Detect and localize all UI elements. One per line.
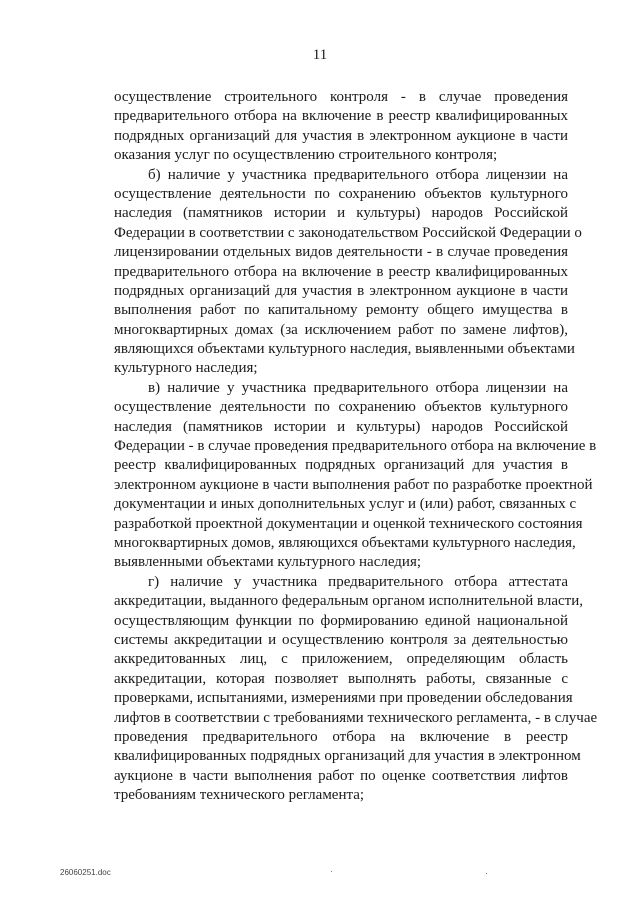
paragraph [114, 166, 582, 379]
text-line: осуществляющим функции по формированию единой национальной [114, 612, 568, 629]
text-line: осуществление деятельности по сохранению объектов культурного [114, 185, 568, 202]
text-line: лифтов в соответствии с требованиями технического регламента, - в случае [114, 709, 598, 726]
text-line: Федерации в соответствии с законодательством Российской Федерации о [114, 224, 582, 241]
text-line: оказания услуг по осуществлению строительного контроля; [114, 147, 498, 164]
text-line: г) наличие у участника предварительного отбора аттестата [148, 573, 568, 590]
text-line: требованиям технического регламента; [114, 787, 365, 804]
text-line: многоквартирных домах (за исключением работ по замене лифтов), [114, 321, 568, 338]
scan-speck [331, 871, 332, 872]
text-line: аукционе в части выполнения работ по оценке соответствия лифтов [114, 767, 568, 784]
text-line: выполнения работ по капитальному ремонту общего имущества в [114, 302, 568, 319]
text-line: квалифицированных подрядных организаций для участия в электронном [114, 748, 581, 765]
text-line: аккредитованных лиц, с приложением, определяющим область [114, 651, 568, 668]
text-line: аккредитации, которая позволяет выполнять работы, связанные с [114, 670, 568, 687]
paragraph [114, 88, 568, 166]
text-line: проведения предварительного отбора на включение в реестр [114, 728, 568, 745]
text-line: осуществление строительного контроля - в случае проведения [114, 89, 568, 105]
text-line: проверками, испытаниями, измерениями при проведении обследования [114, 690, 573, 707]
text-line: выявленными объектами культурного наследия; [114, 554, 422, 571]
text-line: наследия (памятников истории и культуры) народов Российской [114, 418, 568, 435]
scan-speck [486, 873, 487, 874]
text-line: реестр квалифицированных подрядных организаций для участия в [114, 457, 568, 474]
text-line: разработкой проектной документации и оценкой технического состояния [114, 515, 583, 532]
text-line: в) наличие у участника предварительного отбора лицензии на [148, 379, 568, 396]
paragraph [114, 573, 598, 806]
text-line: системы аккредитации и осуществлению контроля за деятельностью [114, 631, 568, 648]
text-line: документации и иных дополнительных услуг и (или) работ, связанных с [114, 496, 577, 513]
text-line: многоквартирных домов, являющихся объектами культурного наследия, [114, 534, 576, 551]
text-line: подрядных организаций для участия в электронном аукционе в части [114, 127, 568, 144]
text-line: являющихся объектами культурного наследия, выявленными объектами [114, 341, 575, 358]
page-number: 11 [312, 47, 328, 63]
text-line: электронном аукционе в части выполнения работ по разработке проектной [114, 476, 593, 493]
text-line: предварительного отбора на включение в реестр квалифицированных [114, 108, 568, 125]
text-line: Федерации - в случае проведения предварительного отбора на включение в [114, 438, 597, 455]
paragraph [114, 379, 597, 573]
text-line: осуществление деятельности по сохранению объектов культурного [114, 399, 568, 416]
text-line: наследия (памятников истории и культуры) народов Российской [114, 205, 568, 222]
text-line: подрядных организаций для участия в электронном аукционе в части [114, 282, 568, 299]
text-line: лицензировании отдельных видов деятельности - в случае проведения [114, 244, 568, 261]
footer-file-code: 26060251.doc [60, 868, 111, 877]
document-body [114, 88, 598, 805]
text-line: б) наличие у участника предварительного отбора лицензии на [148, 166, 568, 183]
text-line: культурного наследия; [114, 360, 258, 377]
text-line: аккредитации, выданного федеральным органом исполнительной власти, [114, 593, 584, 610]
text-line: предварительного отбора на включение в реестр квалифицированных [114, 263, 568, 280]
